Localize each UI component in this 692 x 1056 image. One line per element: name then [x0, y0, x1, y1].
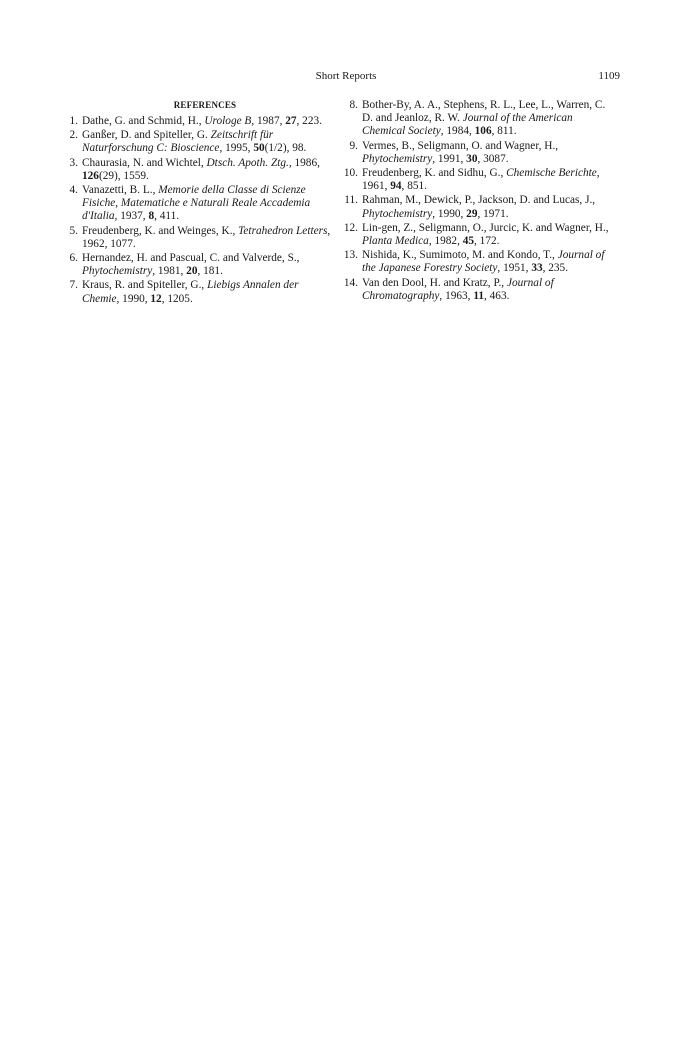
reference-item — [340, 99, 615, 139]
reference-text: Rahman, M., Dewick, P., Jackson, D. and Lucas, J., Phytochemistry, 1990, 29, 1971. — [362, 194, 596, 220]
reference-number: 9. — [349, 139, 358, 152]
references-heading: REFERENCES — [173, 100, 237, 110]
reference-text: Freudenberg, K. and Sidhu, G., Chemische Berichte, 1961, 94, 851. — [362, 167, 600, 193]
reference-list-right — [340, 99, 615, 303]
reference-number: 7. — [69, 279, 78, 292]
reference-text: Ganßer, D. and Spiteller, G. Zeitschrift für Naturforschung C: Bioscience, 1995, 50(1/2), 98. — [82, 129, 307, 155]
reference-text: Chaurasia, N. and Wichtel, Dtsch. Apoth. Ztg., 1986, 126(29), 1559. — [82, 156, 320, 182]
reference-item — [60, 129, 335, 155]
reference-text: Lin-gen, Z., Seligmann, O., Jurcic, K. and Wagner, H., Planta Medica, 1982, 45, 172. — [362, 221, 609, 248]
reference-item — [340, 140, 615, 166]
reference-text: Vanazetti, B. L., Memorie della Classe di Scienze Fisiche, Matematiche e Naturali Reale Accademia d'Italia, 1937, 8, 411. — [82, 184, 311, 223]
reference-item — [340, 249, 615, 275]
references-column-left — [60, 99, 335, 307]
reference-item — [60, 252, 335, 278]
reference-text: Kraus, R. and Spiteller, G., Liebigs Annalen der Chemie, 1990, 12, 1205. — [82, 279, 299, 305]
reference-number: 5. — [69, 224, 78, 237]
page-number: 1109 — [598, 70, 620, 82]
reference-number: 8. — [349, 99, 358, 111]
reference-item — [60, 115, 335, 128]
reference-item — [340, 277, 615, 303]
reference-number: 3. — [69, 156, 78, 169]
reference-number: 10. — [343, 167, 358, 180]
reference-text: Freudenberg, K. and Weinges, K., Tetrahedron Letters, 1962, 1077. — [82, 224, 331, 250]
reference-item — [60, 279, 335, 305]
reference-item — [340, 167, 615, 193]
reference-number: 6. — [69, 252, 78, 265]
reference-item — [340, 222, 615, 248]
reference-text: Dathe, G. and Schmid, H., Urologe B, 1987, 27, 223. — [82, 115, 322, 127]
reference-text: Nishida, K., Sumimoto, M. and Kondo, T., Journal of the Japanese Forestry Society, 1951, 33, 235. — [362, 249, 605, 275]
section-title: Short Reports — [315, 70, 377, 82]
reference-number: 11. — [344, 194, 358, 207]
reference-text: Hernandez, H. and Pascual, C. and Valverde, S., Phytochemistry, 1981, 20, 181. — [82, 252, 300, 278]
reference-number: 1. — [69, 115, 78, 127]
reference-list-left — [60, 115, 335, 306]
reference-number: 2. — [69, 129, 78, 142]
reference-text: Bother-By, A. A., Stephens, R. L., Lee, L., Warren, C. D. and Jeanloz, R. W. Journal of the American Chemical Society, 1984, 106, 811. — [362, 99, 606, 138]
running-header — [72, 70, 620, 86]
reference-text: Vermes, B., Seligmann, O. and Wagner, H., Phytochemistry, 1991, 30, 3087. — [362, 139, 559, 165]
reference-number: 13. — [343, 249, 358, 262]
reference-number: 4. — [69, 184, 78, 197]
reference-number: 14. — [343, 276, 358, 289]
reference-number: 12. — [343, 221, 358, 234]
reference-text: Van den Dool, H. and Kratz, P., Journal of Chromatography, 1963, 11, 463. — [362, 276, 554, 302]
reference-item — [60, 157, 335, 183]
references-column-right — [340, 99, 615, 304]
reference-item — [340, 194, 615, 220]
reference-item — [60, 225, 335, 251]
reference-item — [60, 184, 335, 224]
